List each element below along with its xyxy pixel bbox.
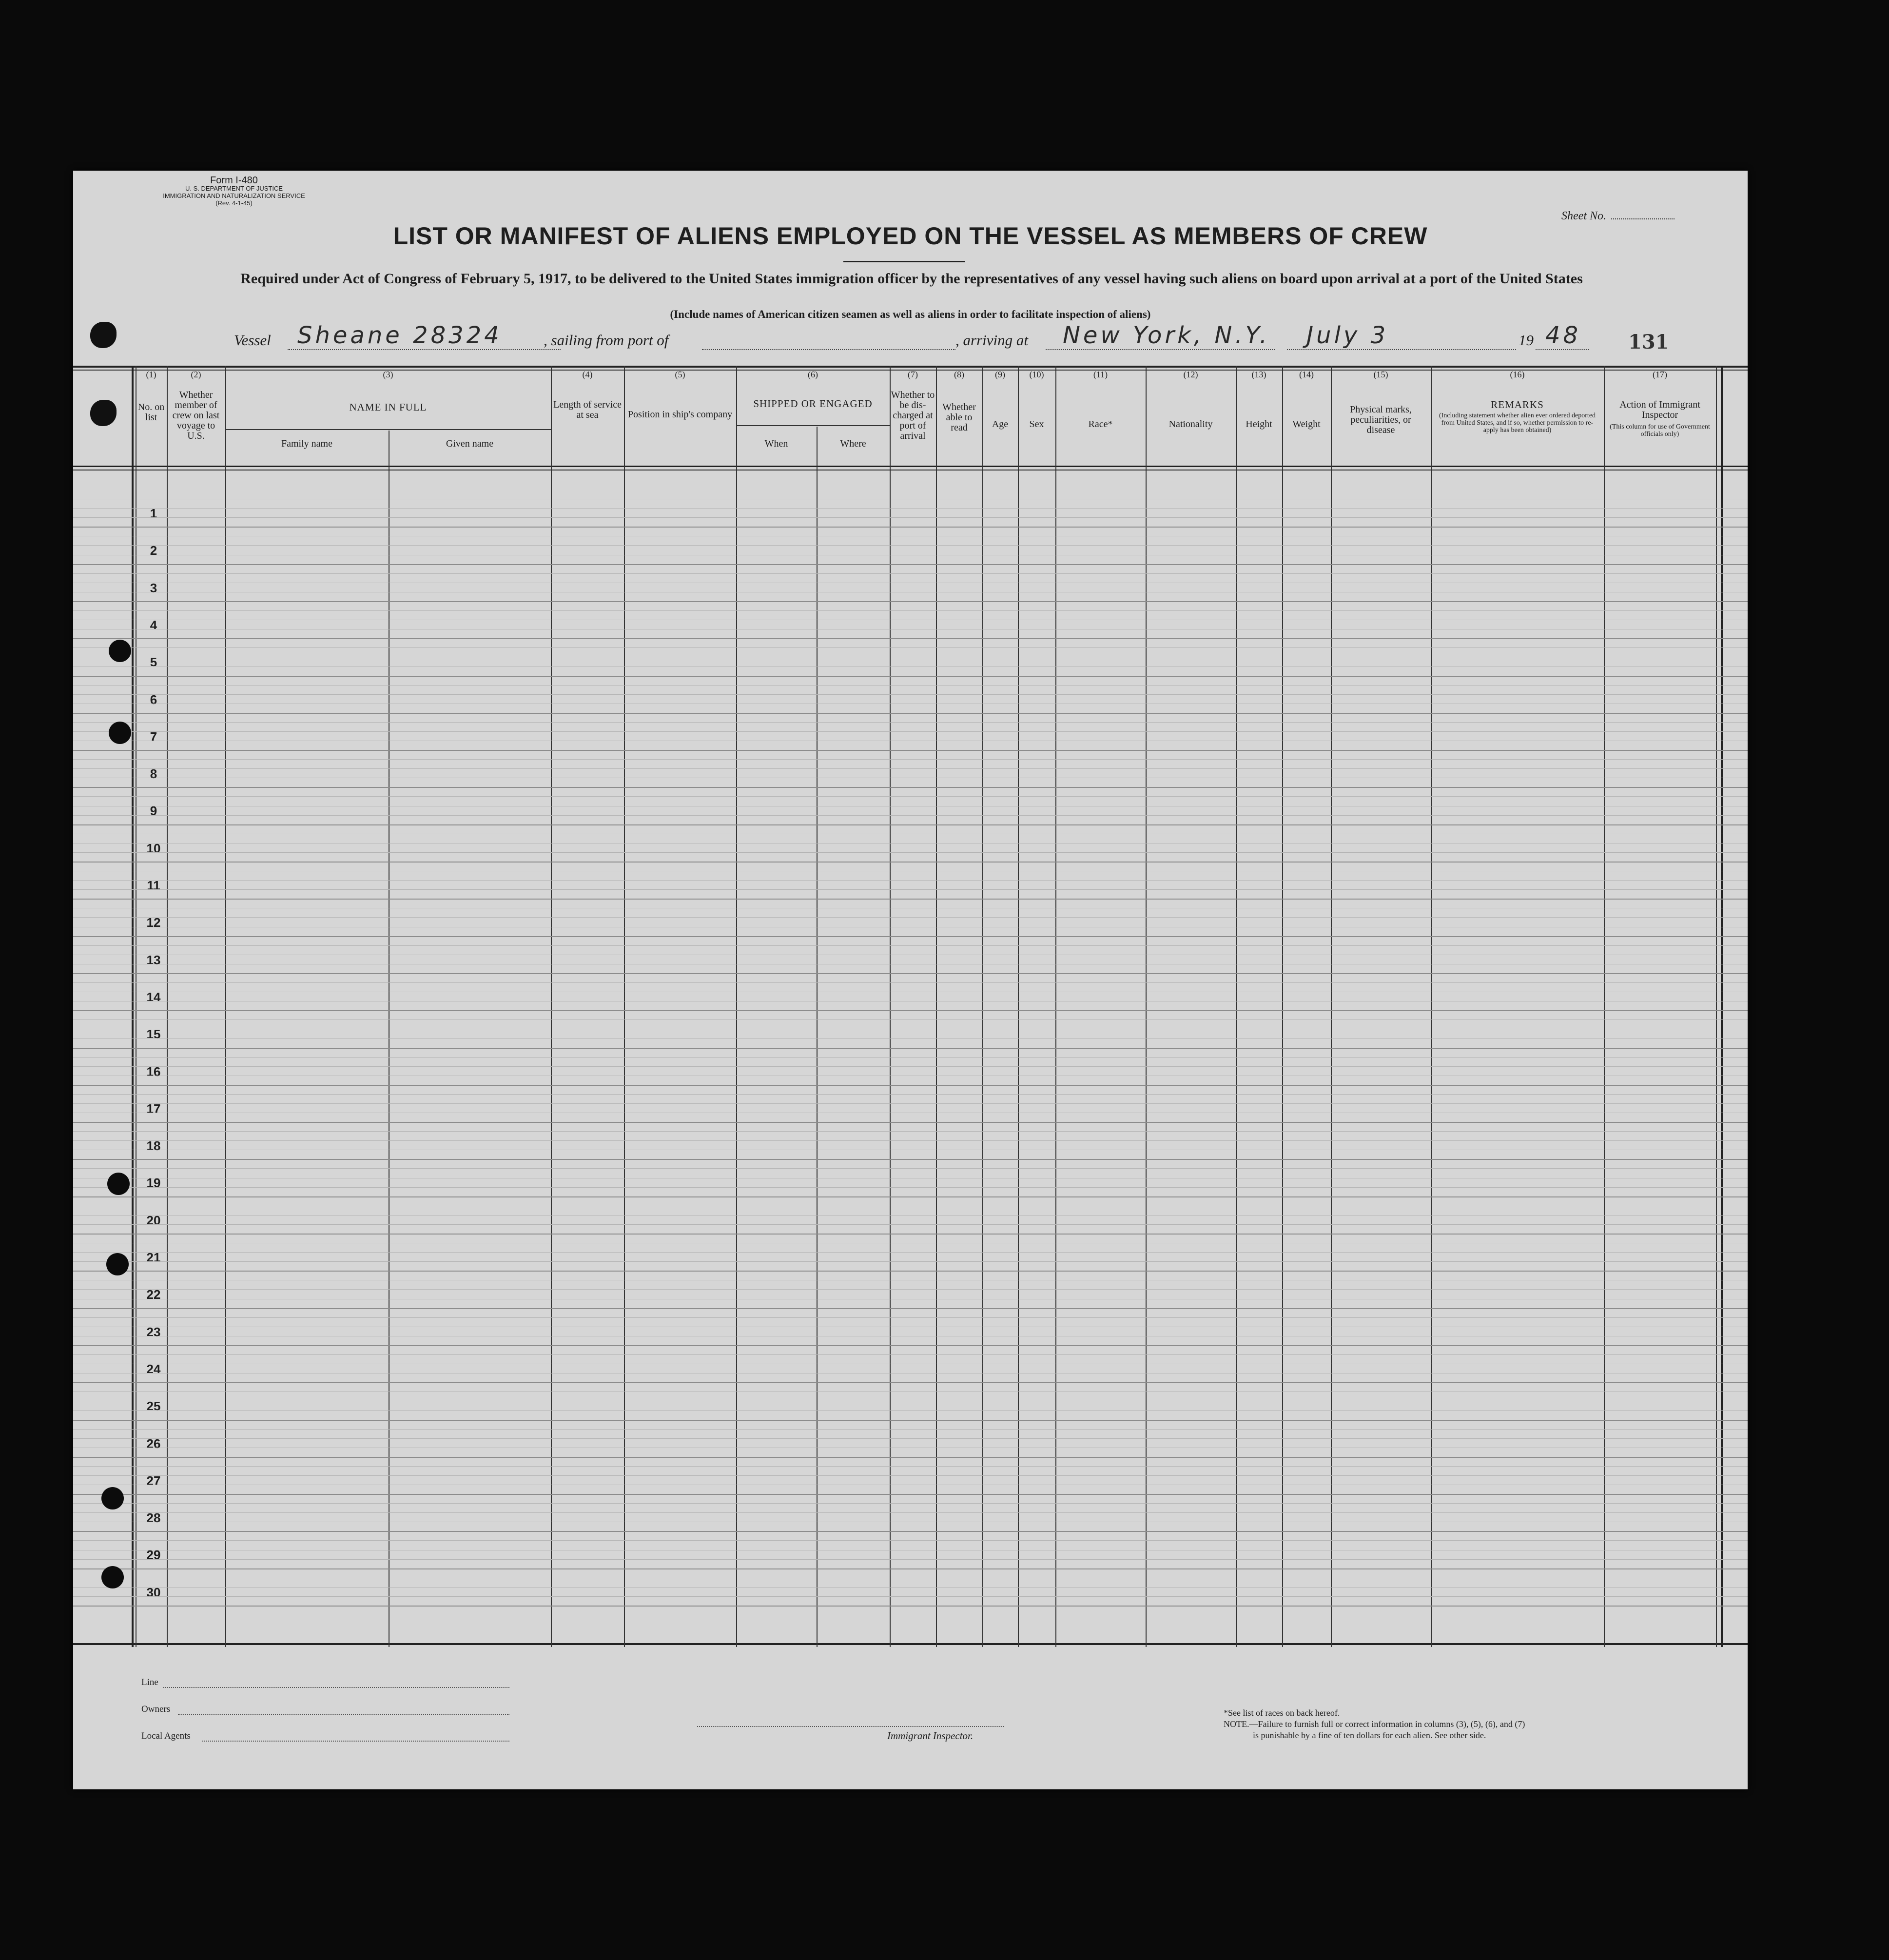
row-rule xyxy=(73,1429,1748,1430)
col-divider xyxy=(624,366,625,1647)
date-field[interactable] xyxy=(1287,349,1516,350)
local-agents-label: Local Agents xyxy=(141,1731,191,1741)
row-rule xyxy=(73,601,1748,602)
year-prefix: 19 xyxy=(1519,332,1534,349)
row-rule xyxy=(73,1234,1748,1235)
col10-heading: Sex xyxy=(1029,419,1044,430)
col4-number: (4) xyxy=(582,370,593,379)
year-handwritten: 48 xyxy=(1545,322,1581,349)
service-name: IMMIGRATION AND NATURALIZATION SERVICE xyxy=(163,192,305,199)
row-rule xyxy=(73,1438,1748,1439)
table-bottom-border xyxy=(73,1643,1748,1645)
row-rule xyxy=(73,1596,1748,1597)
row-number: 10 xyxy=(146,841,161,856)
row-rule xyxy=(73,1010,1748,1011)
row-number: 21 xyxy=(146,1250,161,1265)
row-rule xyxy=(73,936,1748,937)
local-agents-field[interactable] xyxy=(202,1741,509,1742)
binder-hole xyxy=(101,1487,124,1509)
row-rule xyxy=(73,1540,1748,1541)
row-number: 12 xyxy=(146,915,161,930)
row-number: 13 xyxy=(146,952,161,967)
binder-hole xyxy=(109,640,131,662)
row-rule xyxy=(73,750,1748,751)
sheet-number-label: Sheet No. xyxy=(1561,210,1606,222)
where-heading: Where xyxy=(840,438,866,449)
row-rule xyxy=(73,1038,1748,1039)
row-rule xyxy=(73,880,1748,881)
row-rule xyxy=(73,1252,1748,1253)
row-rule xyxy=(73,796,1748,797)
sheet-number-field[interactable] xyxy=(1561,210,1675,223)
header-bottom-border xyxy=(73,466,1748,467)
given-name-heading: Given name xyxy=(446,438,494,449)
col15-heading: Physical marks, peculiarities, or disease xyxy=(1350,404,1412,435)
row-rule xyxy=(73,1420,1748,1421)
row-rule xyxy=(73,982,1748,983)
form-revision: (Rev. 4-1-45) xyxy=(215,199,253,207)
row-number: 27 xyxy=(146,1473,161,1488)
col3-number: (3) xyxy=(383,370,393,379)
row-rule xyxy=(73,676,1748,677)
col6-number: (6) xyxy=(808,370,818,379)
voyage-line xyxy=(73,322,1748,356)
col1-heading: No. on list xyxy=(137,402,165,423)
row-rule xyxy=(73,1466,1748,1467)
row-number: 8 xyxy=(150,766,157,782)
row-rule xyxy=(73,917,1748,918)
row-rule xyxy=(73,1066,1748,1067)
owners-label: Owners xyxy=(141,1704,171,1714)
col3-heading: NAME IN FULL xyxy=(349,401,427,413)
col-divider xyxy=(817,427,818,1647)
row-rule xyxy=(73,573,1748,574)
races-note: *See list of races on back hereof. xyxy=(1224,1708,1340,1718)
row-rule xyxy=(73,1187,1748,1188)
col11-heading: Race* xyxy=(1088,419,1113,430)
family-name-heading: Family name xyxy=(281,438,332,449)
col11-number: (11) xyxy=(1093,370,1108,379)
binder-hole xyxy=(106,1253,129,1275)
inspector-signature-field[interactable] xyxy=(697,1726,1004,1727)
sailing-from-label: , sailing from port of xyxy=(544,332,669,349)
line-field[interactable] xyxy=(163,1687,509,1688)
row-number: 26 xyxy=(146,1436,161,1451)
owners-field[interactable] xyxy=(178,1714,509,1715)
row-rule xyxy=(73,1289,1748,1290)
col1-number: (1) xyxy=(146,370,156,379)
row-rule xyxy=(73,1085,1748,1086)
row-rule xyxy=(73,973,1748,974)
row-rule xyxy=(73,647,1748,648)
row-rule xyxy=(73,1159,1748,1160)
row-number: 22 xyxy=(146,1287,161,1302)
row-rule xyxy=(73,1531,1748,1532)
row-number: 7 xyxy=(150,729,157,744)
col12-number: (12) xyxy=(1183,370,1198,379)
col7-number: (7) xyxy=(908,370,918,379)
penalty-note-line2: is punishable by a fine of ten dollars for each alien. See other side. xyxy=(1253,1730,1486,1740)
row-number: 18 xyxy=(146,1138,161,1154)
row-rule xyxy=(73,1271,1748,1272)
arriving-at-field[interactable] xyxy=(1046,349,1275,350)
row-rule xyxy=(73,1512,1748,1513)
row-rule xyxy=(73,1354,1748,1355)
row-rule xyxy=(73,1131,1748,1132)
col-divider xyxy=(132,366,134,1647)
col16-number: (16) xyxy=(1510,370,1525,379)
row-number: 28 xyxy=(146,1510,161,1526)
row-number: 15 xyxy=(146,1027,161,1042)
col-divider xyxy=(1236,366,1237,1647)
date-handwritten: July 3 xyxy=(1306,322,1389,349)
col-divider xyxy=(936,366,937,1647)
row-rule xyxy=(73,1587,1748,1588)
row-rule xyxy=(73,1019,1748,1020)
shipped-subheader-rule xyxy=(736,425,890,426)
vessel-label: Vessel xyxy=(234,332,271,349)
row-number: 3 xyxy=(150,580,157,595)
row-rule xyxy=(73,1475,1748,1476)
year-field[interactable] xyxy=(1536,349,1589,350)
document-title: LIST OR MANIFEST OF ALIENS EMPLOYED ON THE VESSEL AS MEMBERS OF CREW xyxy=(393,222,1428,250)
col9-heading: Age xyxy=(992,419,1009,430)
col-divider xyxy=(1282,366,1283,1647)
col-divider xyxy=(167,366,168,1647)
row-number: 30 xyxy=(146,1585,161,1600)
row-rule xyxy=(73,1048,1748,1049)
row-rule xyxy=(73,1345,1748,1346)
col-divider xyxy=(1604,366,1605,1647)
row-rule xyxy=(73,1196,1748,1197)
row-rule xyxy=(73,610,1748,611)
row-rule xyxy=(73,731,1748,732)
sailing-from-field[interactable] xyxy=(702,349,955,350)
name-subheader-rule xyxy=(225,429,552,430)
col6-heading: SHIPPED OR ENGAGED xyxy=(753,398,873,410)
col13-heading: Height xyxy=(1246,419,1272,430)
col17-number: (17) xyxy=(1653,370,1667,379)
row-rule xyxy=(73,1559,1748,1560)
document-subtitle: Required under Act of Congress of February 5, 1917, to be delivered to the United States immigration officer by the representatives of any vessel having such aliens on board upon arrival at a port of the United States xyxy=(240,271,1583,287)
row-number: 19 xyxy=(146,1176,161,1191)
row-number: 9 xyxy=(150,804,157,819)
col5-number: (5) xyxy=(675,370,685,379)
row-number: 23 xyxy=(146,1324,161,1339)
row-rule xyxy=(73,852,1748,853)
binder-hole xyxy=(109,722,131,744)
row-rule xyxy=(73,1382,1748,1383)
penalty-note-line1: NOTE.—Failure to furnish full or correct information in columns (3), (5), (6), and (7) xyxy=(1224,1719,1525,1729)
col12-heading: Nationality xyxy=(1168,419,1213,430)
row-rule xyxy=(73,1503,1748,1504)
row-rule xyxy=(73,787,1748,788)
row-rule xyxy=(73,517,1748,518)
row-rule xyxy=(73,508,1748,509)
row-rule xyxy=(73,899,1748,900)
row-rule xyxy=(73,564,1748,565)
binder-hole xyxy=(101,1566,124,1588)
col14-number: (14) xyxy=(1299,370,1314,379)
row-number: 17 xyxy=(146,1101,161,1116)
row-number: 5 xyxy=(150,655,157,670)
row-rule xyxy=(73,1568,1748,1569)
col-divider xyxy=(1055,366,1056,1647)
department-name: U. S. DEPARTMENT OF JUSTICE xyxy=(185,185,283,192)
col10-number: (10) xyxy=(1029,370,1044,379)
row-rule xyxy=(73,527,1748,528)
col-divider xyxy=(1331,366,1332,1647)
col2-number: (2) xyxy=(191,370,201,379)
row-number: 4 xyxy=(150,617,157,632)
row-rule xyxy=(73,713,1748,714)
inspector-label: Immigrant Inspector. xyxy=(887,1730,974,1742)
row-rule xyxy=(73,1261,1748,1262)
col-divider xyxy=(736,366,737,1647)
vessel-handwritten: Sheane 28324 xyxy=(297,322,502,349)
row-rule xyxy=(73,1410,1748,1411)
col-divider xyxy=(1721,366,1723,1647)
row-rule xyxy=(73,1103,1748,1104)
row-rule xyxy=(73,694,1748,695)
col-divider xyxy=(890,366,891,1647)
col8-heading: Whether able to read xyxy=(942,402,976,433)
row-number: 16 xyxy=(146,1064,161,1079)
row-rule xyxy=(73,1224,1748,1225)
col5-heading: Position in ship's company xyxy=(627,409,733,420)
col16-note: (Including statement whether alien ever ordered deported from United States, and if so, whether permission to re-apply has been obtained) xyxy=(1439,412,1596,434)
col-divider xyxy=(1431,366,1432,1647)
row-rule xyxy=(73,1094,1748,1095)
col16-heading: REMARKS xyxy=(1491,399,1544,411)
row-rule xyxy=(73,1168,1748,1169)
col-divider xyxy=(551,366,552,1647)
row-rule xyxy=(73,1057,1748,1058)
ink-blot xyxy=(90,322,117,348)
col14-heading: Weight xyxy=(1292,419,1321,430)
row-rule xyxy=(73,722,1748,723)
row-rule xyxy=(73,685,1748,686)
col-divider xyxy=(225,366,226,1647)
col-divider xyxy=(982,366,983,1647)
col17-note: (This column for use of Government officials only) xyxy=(1610,423,1710,438)
col-divider xyxy=(1018,366,1019,1647)
crew-manifest-table xyxy=(73,366,1748,1647)
row-number: 25 xyxy=(146,1399,161,1414)
col2-heading: Whether member of crew on last voyage to U.S. xyxy=(172,390,220,441)
col7-heading: Whether to be dis-charged at port of arrival xyxy=(891,390,935,441)
col8-number: (8) xyxy=(954,370,964,379)
row-number: 24 xyxy=(146,1361,161,1376)
binder-hole xyxy=(107,1173,130,1195)
row-number: 6 xyxy=(150,692,157,707)
col17-heading: Action of Immigrant Inspector xyxy=(1619,399,1700,420)
row-rule xyxy=(73,1122,1748,1123)
row-rule xyxy=(73,638,1748,639)
row-rule xyxy=(73,1308,1748,1309)
row-number: 29 xyxy=(146,1548,161,1563)
row-rule xyxy=(73,824,1748,825)
sheet-number-blank[interactable] xyxy=(1611,218,1675,219)
form-number: Form I-480 xyxy=(210,175,258,186)
col15-number: (15) xyxy=(1373,370,1388,379)
row-number: 2 xyxy=(150,543,157,558)
vessel-field[interactable] xyxy=(288,349,561,350)
row-number: 14 xyxy=(146,989,161,1004)
row-rule xyxy=(73,759,1748,760)
title-underline xyxy=(843,261,965,262)
row-rule xyxy=(73,1457,1748,1458)
col-divider xyxy=(1146,366,1147,1647)
col9-number: (9) xyxy=(995,370,1005,379)
col13-number: (13) xyxy=(1251,370,1266,379)
ink-blot xyxy=(90,400,117,426)
line-label: Line xyxy=(141,1677,158,1687)
stamped-page-number: 131 xyxy=(1628,331,1669,353)
row-number: 1 xyxy=(150,506,157,521)
arriving-at-label: , arriving at xyxy=(955,332,1028,349)
arriving-handwritten: New York, N.Y. xyxy=(1063,322,1270,349)
row-number: 11 xyxy=(147,878,160,893)
row-rule xyxy=(73,1606,1748,1607)
row-rule xyxy=(73,1317,1748,1318)
document-subnote: (Include names of American citizen seamen as well as aliens in order to facilitate inspection of aliens) xyxy=(670,308,1151,320)
row-rule xyxy=(73,889,1748,890)
col4-heading: Length of service at sea xyxy=(553,399,622,420)
row-number: 20 xyxy=(146,1213,161,1228)
manifest-sheet xyxy=(73,171,1748,1789)
row-rule xyxy=(73,768,1748,769)
col-divider xyxy=(1716,366,1717,1647)
form-identifier xyxy=(141,176,327,207)
row-rule xyxy=(73,815,1748,816)
when-heading: When xyxy=(764,438,788,449)
row-rule xyxy=(73,1494,1748,1495)
row-rule xyxy=(73,545,1748,546)
row-rule xyxy=(73,1140,1748,1141)
table-top-border xyxy=(73,366,1748,368)
row-rule xyxy=(73,945,1748,946)
